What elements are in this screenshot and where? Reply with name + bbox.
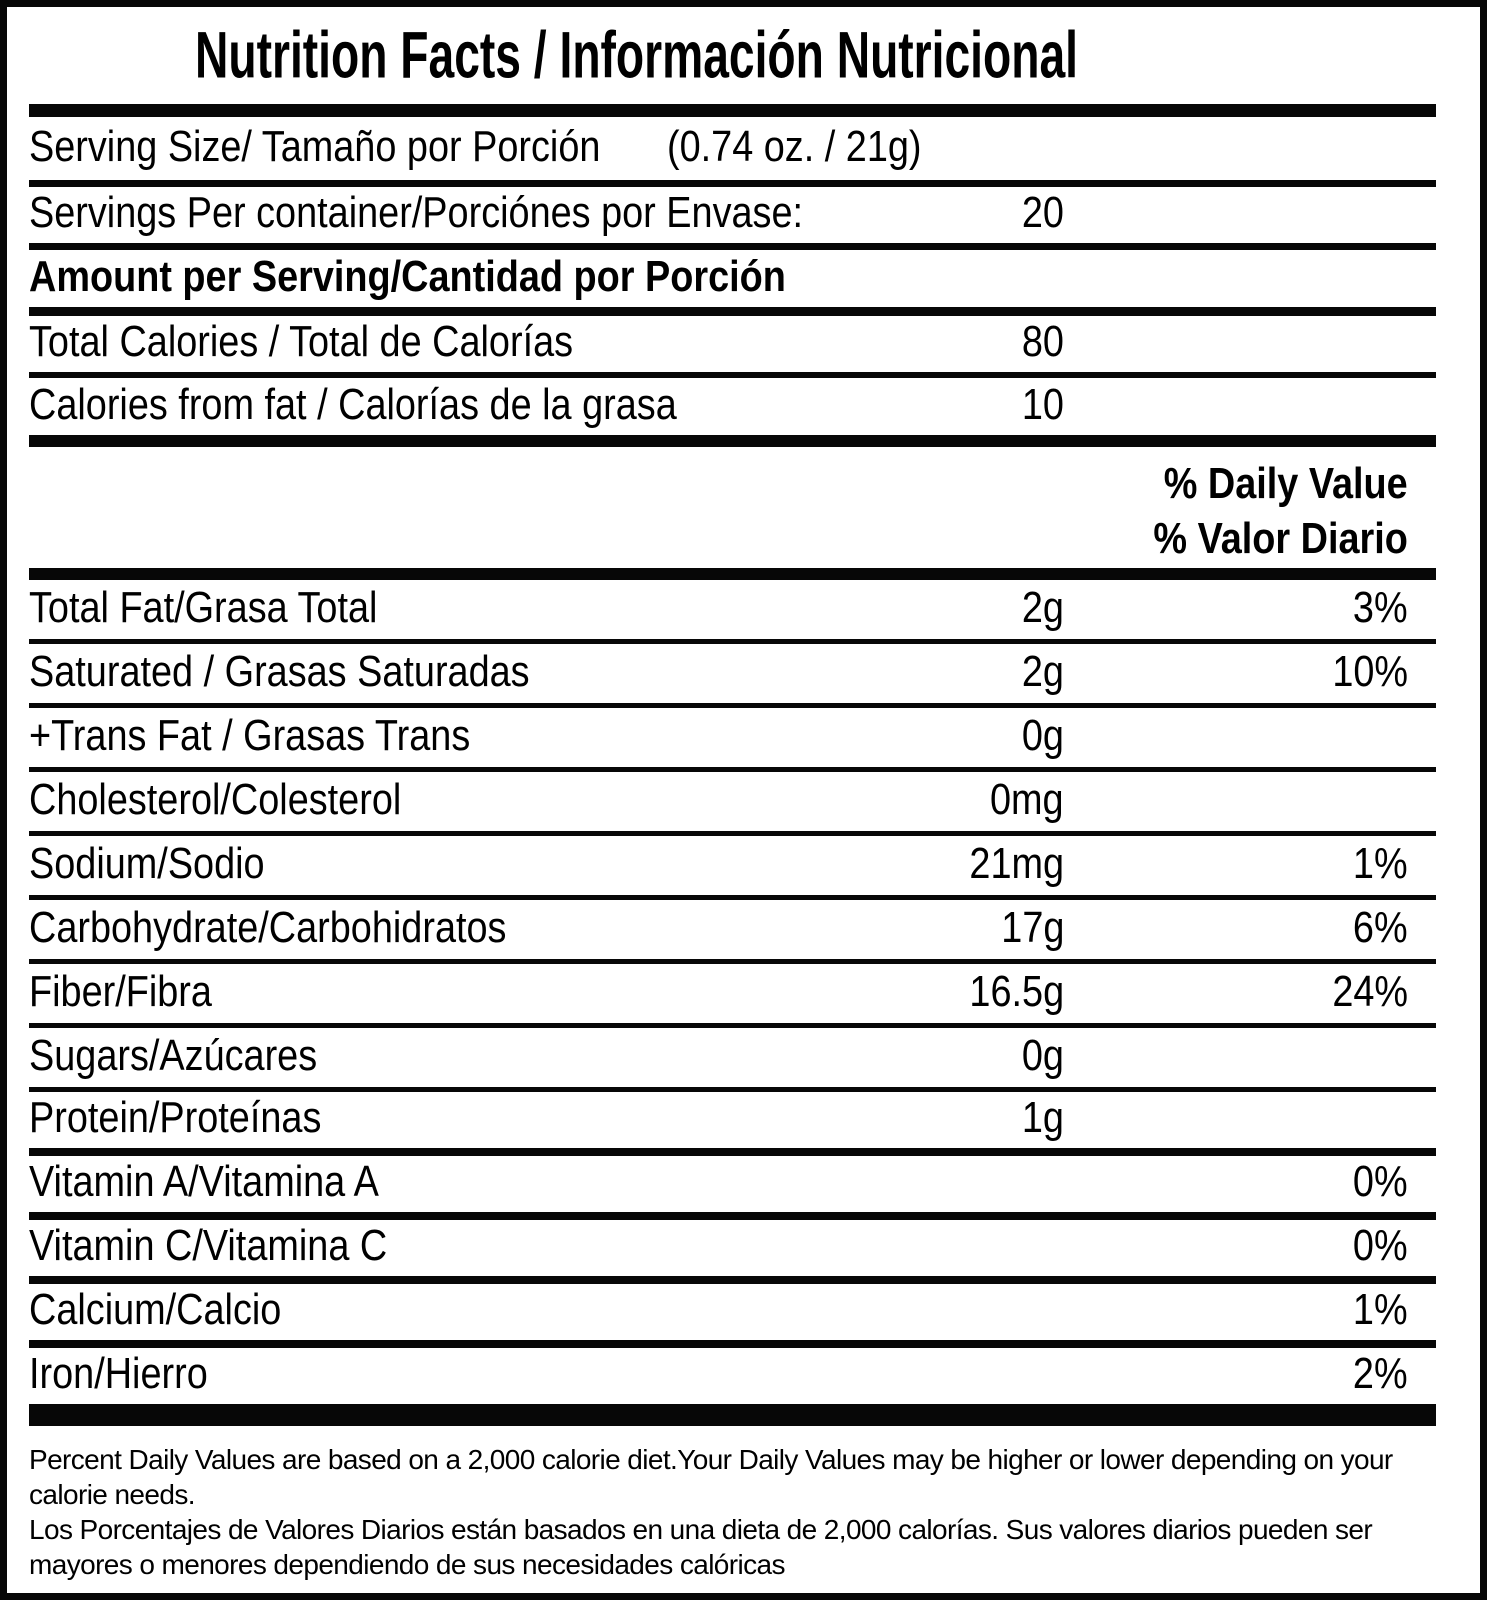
title-block [29,7,1436,104]
amount-per-serving-header: Amount per Serving/Cantidad por Porción [29,251,786,301]
nutrient-daily-value: 1% [1353,1285,1408,1334]
nutrient-daily-value: 10% [1332,646,1408,696]
nutrient-daily-value: 24% [1332,966,1408,1016]
nutrient-label: Total Fat/Grasa Total [29,582,378,632]
nutrient-row [29,1092,1436,1156]
servings-per-container-value: 20 [1021,188,1064,237]
nutrient-amount: 0g [1021,1030,1064,1080]
nutrient-amount: 0g [1021,710,1064,760]
nutrient-amount: 21mg [969,838,1064,888]
nutrient-daily-value: 1% [1353,838,1408,888]
nutrient-row [29,644,1436,708]
nutrient-row [29,900,1436,964]
nutrient-amount: 2g [1021,646,1064,696]
calorie-rows-section [29,316,1436,447]
daily-value-header-en: % Daily Value [1164,458,1408,508]
calorie-row-amount: 80 [1021,317,1064,366]
daily-value-header-es: % Valor Diario [1153,514,1408,564]
nutrient-label: Protein/Proteínas [29,1093,322,1142]
nutrient-row [29,1156,1436,1220]
nutrient-label: Sodium/Sodio [29,838,265,888]
nutrient-row [29,964,1436,1028]
nutrient-amount: 2g [1021,582,1064,632]
calorie-row-label: Calories from fat / Calorías de la grasa [29,379,677,429]
nutrient-row [29,772,1436,836]
footnotes [29,1426,1436,1582]
nutrient-label: Vitamin A/Vitamina A [29,1157,379,1206]
nutrient-label: Sugars/Azúcares [29,1030,318,1080]
nutrient-daily-value: 2% [1353,1349,1408,1398]
nutrient-label: Vitamin C/Vitamina C [29,1221,388,1270]
nutrient-label: Saturated / Grasas Saturadas [29,646,530,696]
title-divider-bar [29,104,1436,117]
serving-size-value: (0.74 oz. / 21g) [667,121,922,171]
nutrient-row [29,1220,1436,1284]
label-content [29,7,1436,1582]
footer-divider-bar [29,1412,1436,1426]
nutrient-label: Cholesterol/Colesterol [29,774,402,824]
daily-value-header-zone [29,447,1436,580]
nutrient-daily-value: 0% [1353,1221,1408,1270]
calorie-row [29,378,1436,447]
nutrient-label: Fiber/Fibra [29,966,212,1016]
serving-size-row [29,117,1436,187]
nutrient-amount: 1g [1021,1093,1064,1142]
label-title: Nutrition Facts / Información Nutricional [195,16,1078,91]
amount-per-serving-header-row [29,250,1436,316]
nutrient-label: Iron/Hierro [29,1349,208,1398]
nutrient-row [29,836,1436,900]
calorie-row [29,316,1436,378]
nutrient-row [29,580,1436,644]
nutrient-daily-value: 6% [1353,902,1408,952]
nutrient-amount: 17g [1000,902,1064,952]
calorie-row-label: Total Calories / Total de Calorías [29,317,574,366]
nutrient-amount: 16.5g [969,966,1064,1016]
serving-size-label: Serving Size/ Tamaño por Porción [29,121,601,171]
nutrient-amount: 0mg [990,774,1064,824]
nutrient-daily-value: 0% [1353,1157,1408,1206]
nutrient-label: Calcium/Calcio [29,1285,282,1334]
nutrient-row [29,708,1436,772]
nutrient-row [29,1028,1436,1092]
footnote-es: Los Porcentajes de Valores Diarios están basados en una dieta de 2,000 calorías. Sus valores diarios pueden ser mayores o menores dependiendo de sus necesidades calóricas [29,1514,1373,1580]
nutrient-row [29,1284,1436,1348]
nutrient-daily-value: 3% [1353,582,1408,632]
nutrient-label: +Trans Fat / Grasas Trans [29,710,471,760]
calorie-row-amount: 10 [1021,379,1064,429]
nutrient-rows-section [29,580,1436,1412]
servings-per-container-label: Servings Per container/Porciónes por Envase: [29,188,804,237]
footnote-en: Percent Daily Values are based on a 2,000 calorie diet.Your Daily Values may be higher or lower depending on your calorie needs. [29,1444,1393,1510]
servings-per-container-row [29,187,1436,250]
nutrient-row [29,1348,1436,1412]
nutrient-label: Carbohydrate/Carbohidratos [29,902,507,952]
